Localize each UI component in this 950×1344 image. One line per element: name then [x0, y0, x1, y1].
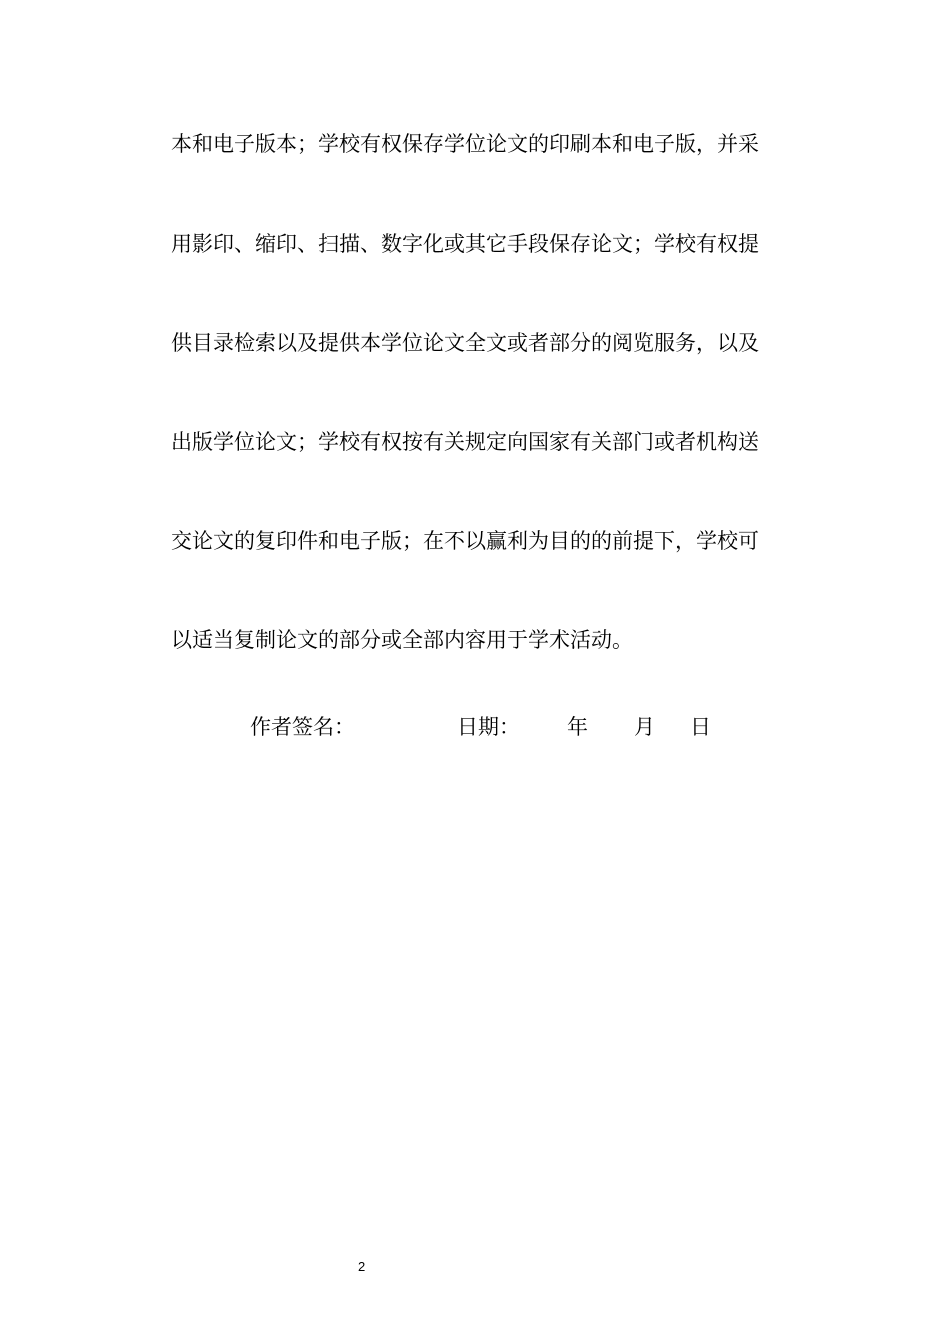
date-label: 日期： [457, 715, 520, 739]
day-label: 日 [690, 715, 711, 739]
paragraph-line: 以适当复制论文的部分或全部内容用于学术活动。 [171, 628, 633, 652]
paragraph-line: 本和电子版本；学校有权保存学位论文的印刷本和电子版，并采 [171, 132, 759, 156]
year-label: 年 [567, 715, 588, 739]
month-label: 月 [634, 715, 655, 739]
page-number: 2 [358, 1259, 366, 1274]
paragraph-line: 交论文的复印件和电子版；在不以赢利为目的的前提下，学校可 [171, 529, 759, 553]
paragraph-line: 出版学位论文；学校有权按有关规定向国家有关部门或者机构送 [171, 430, 759, 454]
paragraph-line: 供目录检索以及提供本学位论文全文或者部分的阅览服务，以及 [171, 331, 759, 355]
author-signature-label: 作者签名： [250, 715, 355, 739]
paragraph-line: 用影印、缩印、扫描、数字化或其它手段保存论文；学校有权提 [171, 232, 759, 256]
